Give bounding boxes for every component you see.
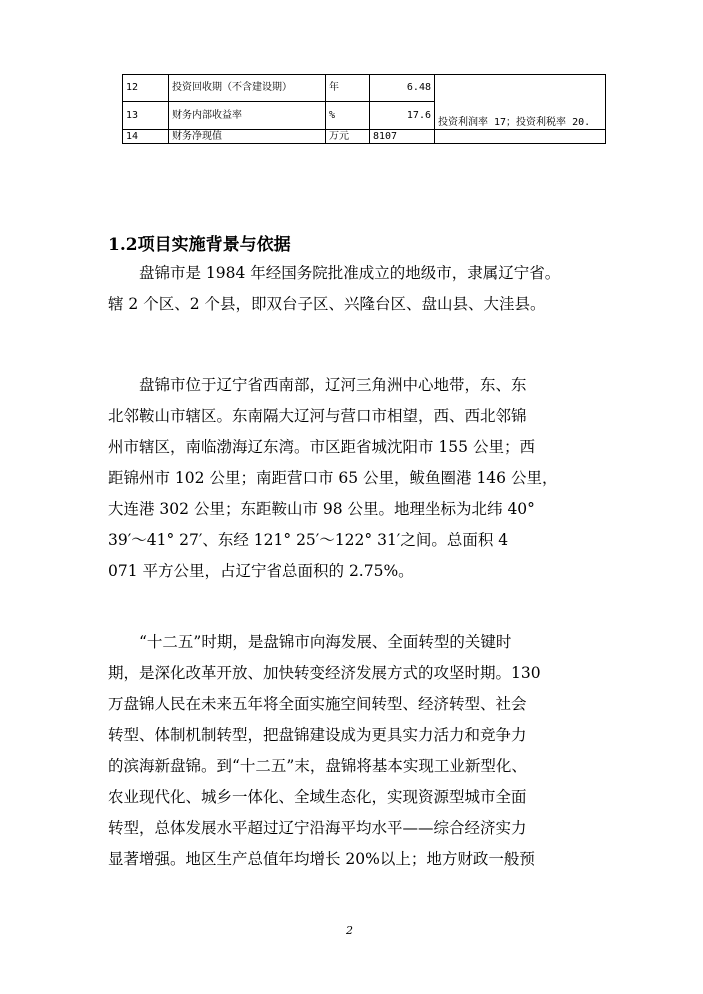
row-number: 12: [123, 75, 169, 102]
row-item: 财务内部收益率: [169, 102, 326, 130]
row-number: 13: [123, 102, 169, 130]
indicator-table: [122, 74, 606, 144]
row-item: 投资回收期（不含建设期）: [169, 75, 326, 102]
text-line: 转型、体制机制转型，把盘锦建设成为更具实力活力和竞争力: [108, 726, 527, 744]
row-note: [435, 130, 606, 144]
row-value: 17.6: [370, 102, 435, 130]
paragraph-plan: [108, 627, 608, 875]
text-line: 的滨海新盘锦。到“十二五”末，盘锦将基本实现工业新型化、: [108, 757, 527, 775]
text-line: 071 平方公里，占辽宁省总面积的 2.75%。: [108, 562, 414, 580]
text-line: 距锦州市 102 公里；南距营口市 65 公里，鲅鱼圈港 146 公里，: [108, 469, 558, 487]
table-row: [123, 75, 606, 102]
text-line: 辖 2 个区、2 个县，即双台子区、兴隆台区、盘山县、大洼县。: [108, 295, 546, 313]
row-value: 8107: [370, 130, 435, 144]
paragraph-geography: [108, 370, 608, 587]
text-line: 大连港 302 公里；东距鞍山市 98 公里。地理坐标为北纬 40°: [108, 500, 535, 518]
text-line: 39′～41° 27′、东经 121° 25′～122° 31′之间。总面积 4: [108, 531, 509, 549]
text-line: 盘锦市是 1984 年经国务院批准成立的地级市，隶属辽宁省。: [108, 264, 561, 282]
text-line: 北邻鞍山市辖区。东南隔大辽河与营口市相望，西、西北邻锦: [108, 407, 527, 425]
text-line: 期，是深化改革开放、加快转变经济发展方式的攻坚时期。130: [108, 664, 541, 682]
text-line: 转型，总体发展水平超过辽宁沿海平均水平——综合经济实力: [108, 819, 527, 837]
table-row: [123, 130, 606, 144]
paragraph-admin: [108, 258, 608, 320]
row-note: 投资利润率 17；投资利税率 20.: [435, 75, 606, 130]
row-value: 6.48: [370, 75, 435, 102]
text-line: 盘锦市位于辽宁省西南部，辽河三角洲中心地带，东、东: [108, 376, 527, 394]
text-line: 显著增强。地区生产总值年均增长 20%以上；地方财政一般预: [108, 850, 535, 868]
section-heading: 1.2项目实施背景与依据: [108, 235, 291, 255]
row-unit: 年: [326, 75, 370, 102]
page-number: 2: [346, 924, 353, 937]
text-line: 州市辖区，南临渤海辽东湾。市区距省城沈阳市 155 公里；西: [108, 438, 535, 456]
row-number: 14: [123, 130, 169, 144]
row-unit: %: [326, 102, 370, 130]
row-unit: 万元: [326, 130, 370, 144]
text-line: “十二五”时期，是盘锦市向海发展、全面转型的关键时: [108, 633, 512, 651]
row-item: 财务净现值: [169, 130, 326, 144]
text-line: 万盘锦人民在未来五年将全面实施空间转型、经济转型、社会: [108, 695, 527, 713]
text-line: 农业现代化、城乡一体化、全域生态化，实现资源型城市全面: [108, 788, 527, 806]
